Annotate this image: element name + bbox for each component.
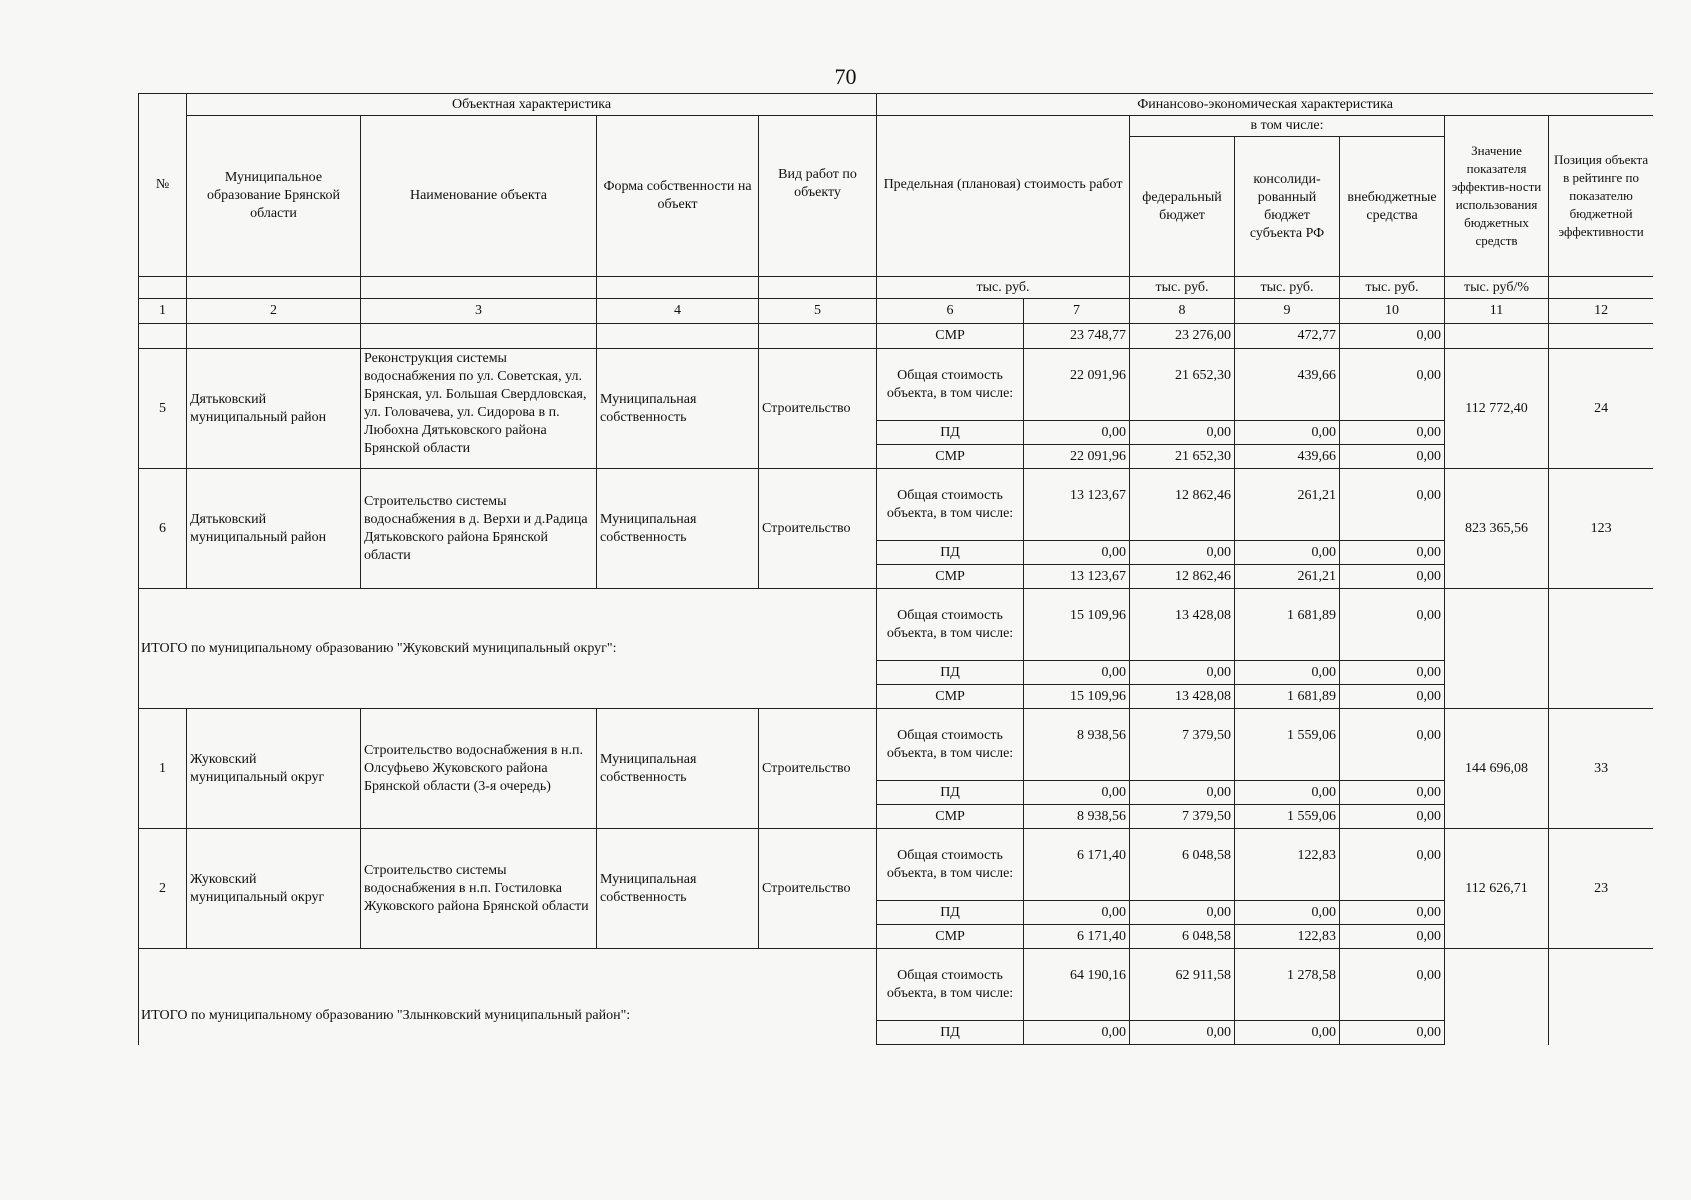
cell-value: 13 123,67 xyxy=(1024,565,1130,589)
ownership-cell: Муниципальная собственность xyxy=(597,469,759,589)
table-row xyxy=(139,469,1654,541)
cell-value: 1 681,89 xyxy=(1235,589,1340,661)
col-number: 7 xyxy=(1024,299,1130,324)
cell-value: 0,00 xyxy=(1340,589,1445,661)
work-type-cell: Строительство xyxy=(759,829,877,949)
header-finance-group: Финансово-экономическая характеристика xyxy=(877,94,1653,116)
cell-value: 0,00 xyxy=(1024,1021,1130,1045)
cell-value: 122,83 xyxy=(1235,829,1340,901)
unit-federal: тыс. руб. xyxy=(1130,277,1235,299)
cell-value: 8 938,56 xyxy=(1024,805,1130,829)
table-row xyxy=(139,349,1654,421)
object-name-cell: Строительство водоснабжения в н.п. Олсуфьево Жуковского района Брянской области (3-я очередь) xyxy=(361,709,597,829)
table-row xyxy=(139,324,1654,349)
cell-value: 0,00 xyxy=(1340,445,1445,469)
total-zhukovsky-label: ИТОГО по муниципальному образованию "Жуковский муниципальный округ": xyxy=(139,589,877,709)
indicator-cell: 112 772,40 xyxy=(1445,349,1549,469)
cell-value: 0,00 xyxy=(1130,421,1235,445)
header-ownership: Форма собственности на объект xyxy=(597,116,759,277)
cell-value: 13 123,67 xyxy=(1024,469,1130,541)
pd-label: ПД xyxy=(877,1021,1024,1045)
total-cost-label: Общая стоимость объекта, в том числе: xyxy=(877,709,1024,781)
col-number: 8 xyxy=(1130,299,1235,324)
row-number: 6 xyxy=(139,469,187,589)
cell-value: 0,00 xyxy=(1340,1021,1445,1045)
header-max-cost: Предельная (плановая) стоимость работ xyxy=(877,116,1130,277)
smr-label: СМР xyxy=(877,565,1024,589)
object-name-cell: Строительство системы водоснабжения в н.п. Гостиловка Жуковского района Брянской области xyxy=(361,829,597,949)
rating-cell: 33 xyxy=(1549,709,1653,829)
cell-value: 0,00 xyxy=(1340,565,1445,589)
work-type-cell: Строительство xyxy=(759,349,877,469)
header-rating: Позиция объекта в рейтинге по показателю бюджетной эффективности xyxy=(1549,116,1653,277)
cell-value: 122,83 xyxy=(1235,925,1340,949)
cell-value: 0,00 xyxy=(1130,541,1235,565)
cell-value: 0,00 xyxy=(1024,781,1130,805)
cell-value: 0,00 xyxy=(1235,541,1340,565)
cell-value: 0,00 xyxy=(1130,1021,1235,1045)
cell-value: 21 652,30 xyxy=(1130,445,1235,469)
cell-value: 0,00 xyxy=(1340,421,1445,445)
ownership-cell: Муниципальная собственность xyxy=(597,349,759,469)
cell-value: 15 109,96 xyxy=(1024,589,1130,661)
cell-value: 0,00 xyxy=(1340,324,1445,349)
cell-value: 472,77 xyxy=(1235,324,1340,349)
cell-value: 15 109,96 xyxy=(1024,685,1130,709)
cell-value: 23 276,00 xyxy=(1130,324,1235,349)
header-federal: федеральный бюджет xyxy=(1130,137,1235,277)
indicator-cell: 823 365,56 xyxy=(1445,469,1549,589)
cell-value: 0,00 xyxy=(1235,781,1340,805)
cell-value: 0,00 xyxy=(1130,661,1235,685)
work-type-cell: Строительство xyxy=(759,469,877,589)
cell-value: 0,00 xyxy=(1340,901,1445,925)
cell-value: 0,00 xyxy=(1235,661,1340,685)
object-name-cell: Строительство системы водоснабжения в д. Верхи и д.Радица Дятьковского района Брянской области xyxy=(361,469,597,589)
cell-value: 6 171,40 xyxy=(1024,829,1130,901)
col-number: 10 xyxy=(1340,299,1445,324)
object-name-cell: Реконструкция системы водоснабжения по ул. Советская, ул. Брянская, ул. Большая Свердловская, ул. Головачева, ул. Сидорова в п. Любохна Дятьковского района Брянской области xyxy=(361,349,597,469)
smr-label: СМР xyxy=(877,445,1024,469)
col-number: 12 xyxy=(1549,299,1653,324)
col-number: 11 xyxy=(1445,299,1549,324)
cell-value: 0,00 xyxy=(1340,469,1445,541)
cell-value: 1 681,89 xyxy=(1235,685,1340,709)
cell-value: 7 379,50 xyxy=(1130,805,1235,829)
cell-value: 0,00 xyxy=(1024,421,1130,445)
rating-cell: 23 xyxy=(1549,829,1653,949)
header-including: в том числе: xyxy=(1130,116,1445,137)
pd-label: ПД xyxy=(877,421,1024,445)
cell-value: 0,00 xyxy=(1130,781,1235,805)
cell-value: 0,00 xyxy=(1340,805,1445,829)
cell-value: 64 190,16 xyxy=(1024,949,1130,1021)
header-consolidated: консолиди-рованный бюджет субъекта РФ xyxy=(1235,137,1340,277)
cell-value: 261,21 xyxy=(1235,469,1340,541)
header-object-group: Объектная характеристика xyxy=(187,94,877,116)
header-indicator: Значение показателя эффектив-ности использования бюджетных средств xyxy=(1445,116,1549,277)
col-number: 2 xyxy=(187,299,361,324)
total-cost-label: Общая стоимость объекта, в том числе: xyxy=(877,829,1024,901)
header-num: № xyxy=(139,94,187,277)
total-zlynka-label: ИТОГО по муниципальному образованию "Злынковский муниципальный район": xyxy=(139,949,877,1045)
unit-extra: тыс. руб. xyxy=(1340,277,1445,299)
cell-value: 22 091,96 xyxy=(1024,349,1130,421)
smr-label: СМР xyxy=(877,324,1024,349)
pd-label: ПД xyxy=(877,661,1024,685)
total-cost-label: Общая стоимость объекта, в том числе: xyxy=(877,949,1024,1021)
cell-value: 439,66 xyxy=(1235,445,1340,469)
unit-indicator: тыс. руб/% xyxy=(1445,277,1549,299)
row-number: 5 xyxy=(139,349,187,469)
cell-value: 6 048,58 xyxy=(1130,829,1235,901)
table-row xyxy=(139,829,1654,901)
rating-cell: 24 xyxy=(1549,349,1653,469)
cell-value: 6 048,58 xyxy=(1130,925,1235,949)
rating-cell: 123 xyxy=(1549,469,1653,589)
municipality-cell: Жуковский муниципальный округ xyxy=(187,709,361,829)
header-extra-budget: внебюджетные средства xyxy=(1340,137,1445,277)
indicator-cell: 112 626,71 xyxy=(1445,829,1549,949)
work-type-cell: Строительство xyxy=(759,709,877,829)
table-row xyxy=(139,949,1654,1021)
cell-value: 1 559,06 xyxy=(1235,805,1340,829)
cell-value: 0,00 xyxy=(1024,661,1130,685)
total-cost-label: Общая стоимость объекта, в том числе: xyxy=(877,469,1024,541)
header-work-type: Вид работ по объекту xyxy=(759,116,877,277)
cell-value: 13 428,08 xyxy=(1130,589,1235,661)
cell-value: 6 171,40 xyxy=(1024,925,1130,949)
ownership-cell: Муниципальная собственность xyxy=(597,829,759,949)
col-number: 4 xyxy=(597,299,759,324)
cell-value: 0,00 xyxy=(1340,541,1445,565)
row-number: 2 xyxy=(139,829,187,949)
smr-label: СМР xyxy=(877,685,1024,709)
col-number: 3 xyxy=(361,299,597,324)
cell-value: 1 559,06 xyxy=(1235,709,1340,781)
unit-consolidated: тыс. руб. xyxy=(1235,277,1340,299)
cell-value: 0,00 xyxy=(1340,661,1445,685)
col-number: 9 xyxy=(1235,299,1340,324)
pd-label: ПД xyxy=(877,781,1024,805)
cell-value: 439,66 xyxy=(1235,349,1340,421)
cell-value: 21 652,30 xyxy=(1130,349,1235,421)
smr-label: СМР xyxy=(877,805,1024,829)
cell-value: 0,00 xyxy=(1340,925,1445,949)
col-number: 6 xyxy=(877,299,1024,324)
ownership-cell: Муниципальная собственность xyxy=(597,709,759,829)
municipality-cell: Жуковский муниципальный округ xyxy=(187,829,361,949)
smr-label: СМР xyxy=(877,925,1024,949)
col-number: 1 xyxy=(139,299,187,324)
col-number: 5 xyxy=(759,299,877,324)
cell-value: 8 938,56 xyxy=(1024,709,1130,781)
budget-table-sheet xyxy=(138,93,1653,1093)
cell-value: 12 862,46 xyxy=(1130,565,1235,589)
cell-value: 0,00 xyxy=(1235,1021,1340,1045)
cell-value: 0,00 xyxy=(1340,781,1445,805)
indicator-cell: 144 696,08 xyxy=(1445,709,1549,829)
municipality-cell: Дятьковский муниципальный район xyxy=(187,349,361,469)
table-row xyxy=(139,709,1654,781)
cell-value: 7 379,50 xyxy=(1130,709,1235,781)
municipality-cell: Дятьковский муниципальный район xyxy=(187,469,361,589)
cell-value: 0,00 xyxy=(1340,349,1445,421)
cell-value: 261,21 xyxy=(1235,565,1340,589)
page-number: 70 xyxy=(834,64,857,89)
cell-value: 0,00 xyxy=(1130,901,1235,925)
cell-value: 0,00 xyxy=(1235,901,1340,925)
total-cost-label: Общая стоимость объекта, в том числе: xyxy=(877,589,1024,661)
pd-label: ПД xyxy=(877,541,1024,565)
cell-value: 1 278,58 xyxy=(1235,949,1340,1021)
cell-value: 23 748,77 xyxy=(1024,324,1130,349)
cell-value: 0,00 xyxy=(1235,421,1340,445)
row-number: 1 xyxy=(139,709,187,829)
cell-value: 0,00 xyxy=(1024,541,1130,565)
cell-value: 0,00 xyxy=(1340,685,1445,709)
cell-value: 0,00 xyxy=(1340,829,1445,901)
pd-label: ПД xyxy=(877,901,1024,925)
header-object-name: Наименование объекта xyxy=(361,116,597,277)
cell-value: 0,00 xyxy=(1024,901,1130,925)
budget-efficiency-table xyxy=(138,93,1653,1045)
table-row xyxy=(139,589,1654,661)
cell-value: 62 911,58 xyxy=(1130,949,1235,1021)
unit-max-cost: тыс. руб. xyxy=(877,277,1130,299)
cell-value: 12 862,46 xyxy=(1130,469,1235,541)
cell-value: 0,00 xyxy=(1340,949,1445,1021)
cell-value: 13 428,08 xyxy=(1130,685,1235,709)
header-municipality: Муниципальное образование Брянской области xyxy=(187,116,361,277)
total-cost-label: Общая стоимость объекта, в том числе: xyxy=(877,349,1024,421)
cell-value: 22 091,96 xyxy=(1024,445,1130,469)
cell-value: 0,00 xyxy=(1340,709,1445,781)
